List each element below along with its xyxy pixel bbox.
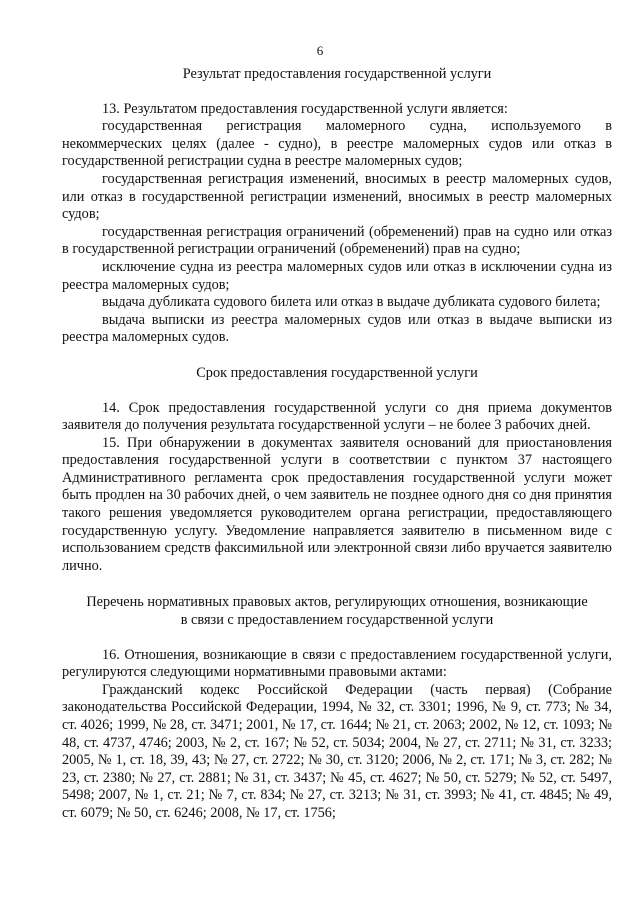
result-item-exclusion: исключение судна из реестра маломерных судов или отказ в исключении судна из реестра маломерных судов; — [62, 258, 612, 293]
result-item-extract: выдача выписки из реестра маломерных судов или отказ в выдаче выписки из реестра маломерных судов. — [62, 311, 612, 346]
section-heading-acts-line1: Перечень нормативных правовых актов, регулирующих отношения, возникающие — [86, 594, 588, 611]
section-heading-result: Результат предоставления государственной услуги — [182, 66, 492, 82]
paragraph-13-intro: 13. Результатом предоставления государственной услуги является: — [102, 100, 508, 117]
section-heading-acts-line2: в связи с предоставлением государственной услуги — [180, 612, 494, 629]
result-item-registration: государственная регистрация маломерного судна, используемого в некоммерческих целях (далее - судно), в реестре маломерных судов или отказ в государственной регистрации судна в реестре маломерных судов; — [62, 118, 612, 170]
page-number: 6 — [316, 43, 324, 58]
result-item-restrictions: государственная регистрация ограничений (обременений) прав на судно или отказ в государственной регистрации ограничений (обременений) прав на судно; — [62, 223, 612, 258]
section-heading-term: Срок предоставления государственной услуги — [196, 364, 478, 381]
result-item-changes: государственная регистрация изменений, вносимых в реестр маломерных судов, или отказ в государственной регистрации изменений, вносимых в реестр маломерных судов; — [62, 170, 612, 223]
result-item-duplicate: выдача дубликата судового билета или отказ в выдаче дубликата судового билета; — [102, 294, 601, 311]
paragraph-16: 16. Отношения, возникающие в связи с предоставлением государственной услуги, регулируются следующими нормативными правовыми актами: — [62, 646, 612, 681]
document-body — [62, 66, 612, 823]
section-heading-acts — [62, 594, 612, 629]
paragraph-14: 14. Срок предоставления государственной услуги со дня приема документов заявителя до получения результата государственной услуги – не более 3 рабочих дней. — [62, 399, 612, 434]
civil-code-reference: Гражданский кодекс Российской Федерации (часть первая) (Собрание законодательства Российской Федерации, 1994, № 32, ст. 3301; 1996, № 9, ст. 773; № 34, ст. 4026; 1999, № 28, ст. 3471; 2001, № 17, ст. 1644; № 21, ст. 2063; 2002, № 12, ст. 1093; № 48, ст. 4737, 4746; 2003, № 2, ст. 167; № 52, ст. 5034; 2004, № 27, ст. 2711; № 31, ст. 3233; 2005, № 1, ст. 18, 39, 43; № 27, ст. 2722; № 30, ст. 3120; 2006, № 2, ст. 171; № 3, ст. 282; № 23, ст. 2380; № 27, ст. 2881; № 31, ст. 3437; № 45, ст. 4627; № 50, ст. 5279; № 52, ст. 5497, 5498; 2007, № 1, ст. 21; № 7, ст. 834; № 27, ст. 3213; № 31, ст. 3993; № 41, ст. 4845; № 49, ст. 6079; № 50, ст. 6246; 2008, № 17, ст. 1756; — [62, 681, 612, 821]
paragraph-15: 15. При обнаружении в документах заявителя оснований для приостановления предоставления государственной услуги в соответствии с пунктом 37 настоящего Административного регламента срок предоставления государственной услуги может быть продлен на 30 рабочих дней, о чем заявитель не позднее одного дня со дня принятия такого решения уведомляется руководителем органа регистрации, предоставляющего государственную услугу. Уведомление направляется заявителю в письменном виде с использованием средств факсимильной или электронной связи либо вручается заявителю лично. — [62, 434, 612, 574]
